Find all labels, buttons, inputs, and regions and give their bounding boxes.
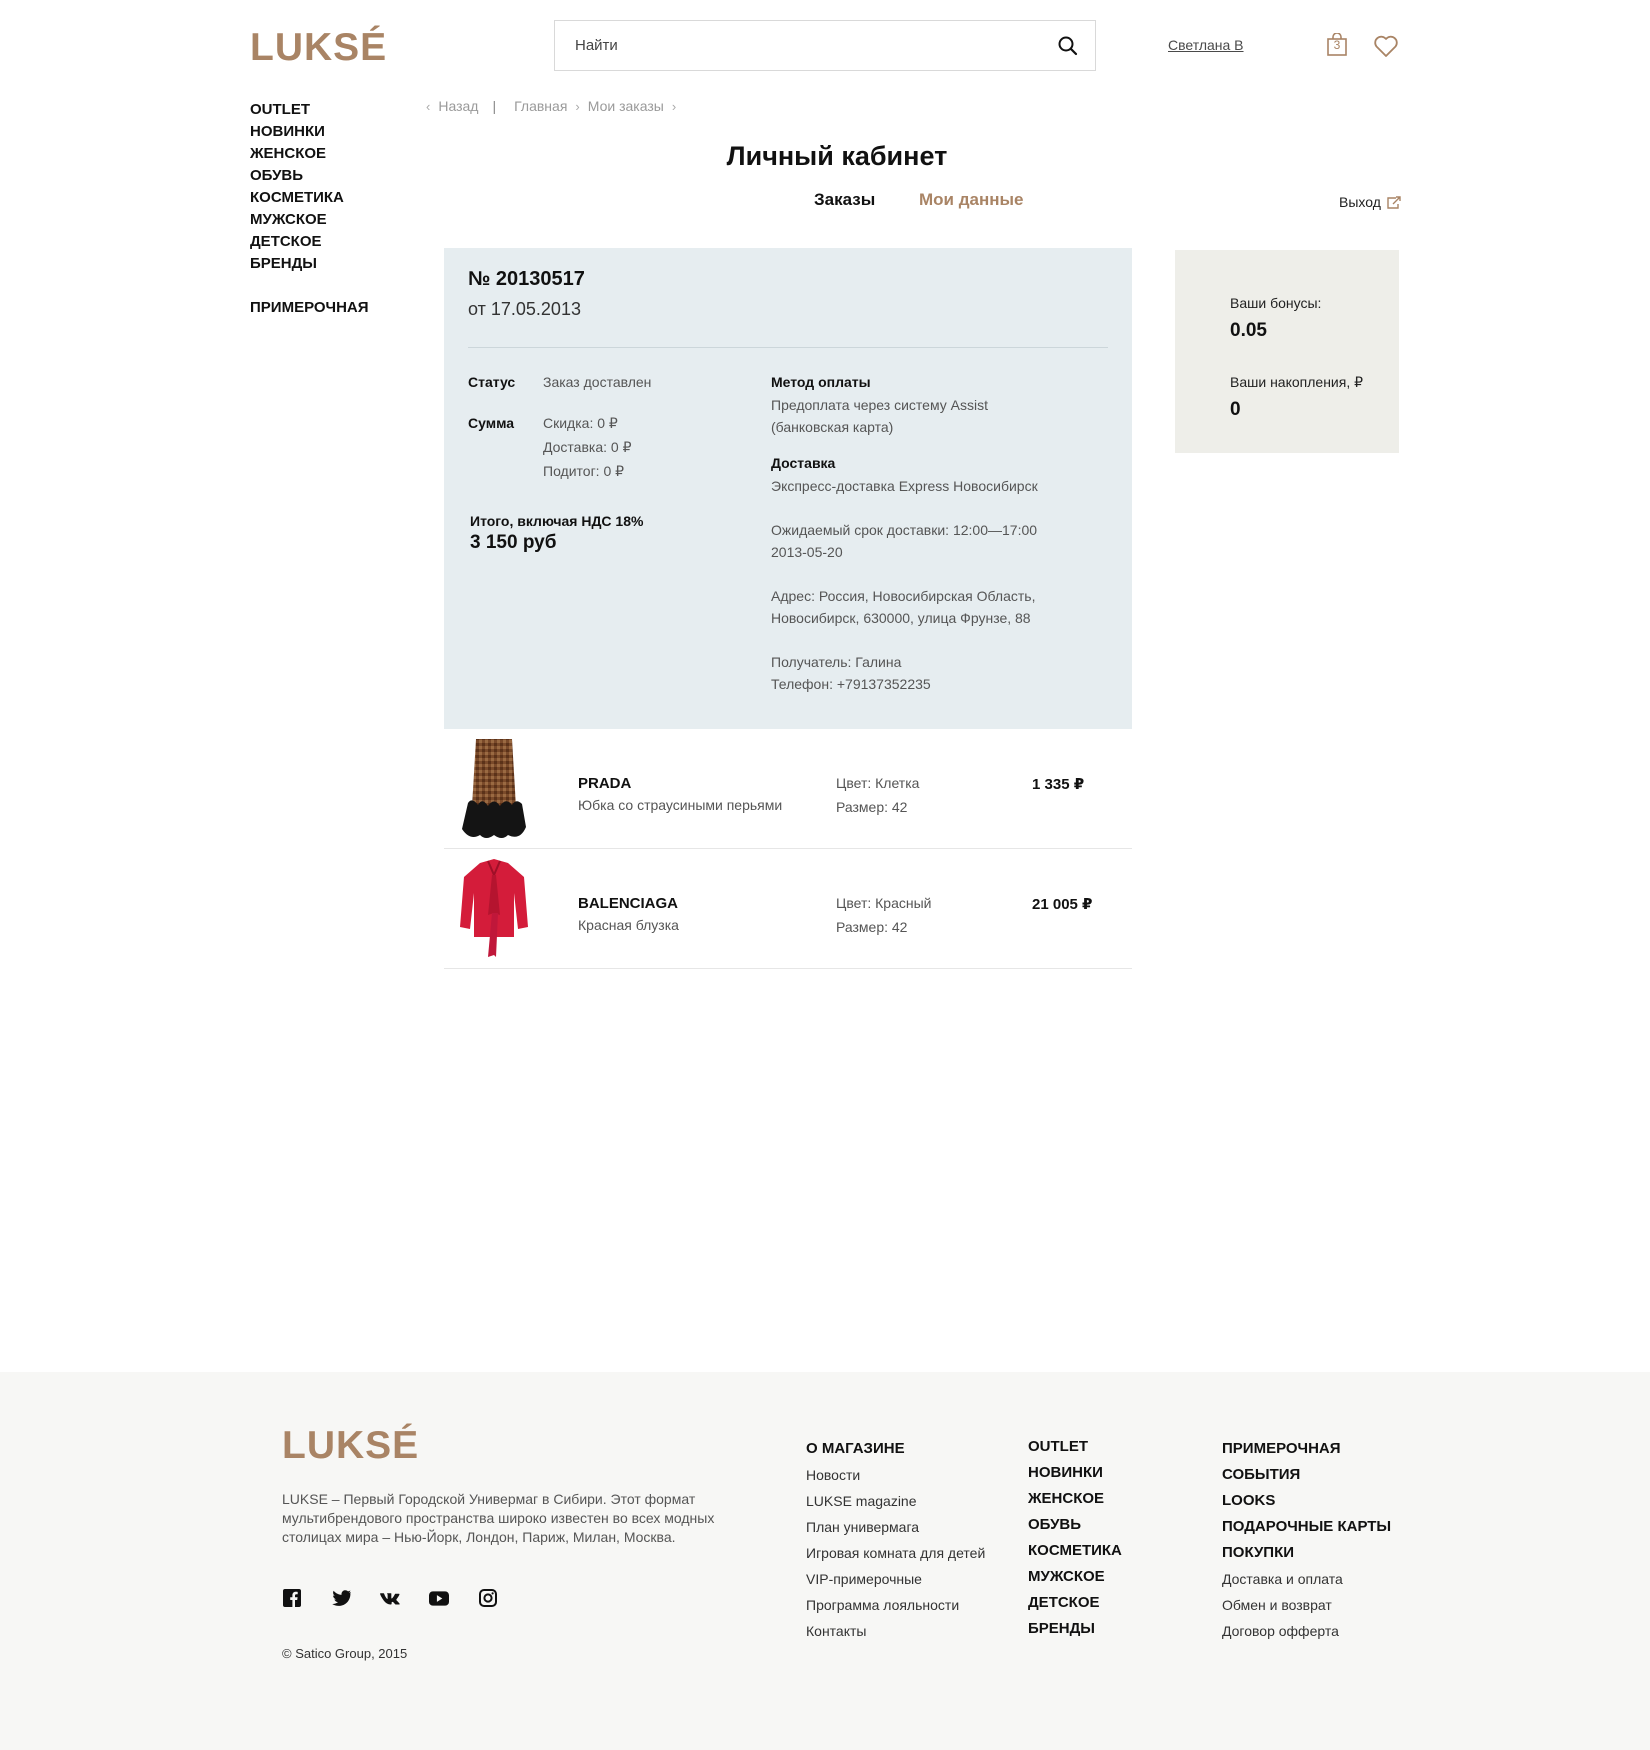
- footer-link-news[interactable]: Новости: [806, 1467, 861, 1483]
- order-date: [468, 299, 581, 320]
- item-size: Размер: 42: [836, 919, 908, 935]
- address-line1: Адрес: Россия, Новосибирская Область,: [771, 588, 1036, 604]
- footer-column-services: [1222, 1436, 1391, 1644]
- footer-cat-new[interactable]: НОВИНКИ: [1028, 1464, 1103, 1481]
- status-label: Статус: [468, 374, 516, 390]
- savings-value: 0: [1230, 399, 1241, 420]
- divider: [468, 347, 1108, 348]
- facebook-icon[interactable]: [282, 1588, 302, 1608]
- vk-icon[interactable]: [380, 1588, 400, 1608]
- discount-value: Скидка: 0 ₽: [543, 415, 618, 431]
- nav-item-kids[interactable]: ДЕТСКОЕ: [250, 233, 322, 250]
- cart-count-badge: 3: [1333, 38, 1341, 52]
- nav-item-men[interactable]: МУЖСКОЕ: [250, 211, 327, 228]
- bonus-value: 0.05: [1230, 320, 1267, 341]
- footer-link-offer[interactable]: Договор офферта: [1222, 1623, 1339, 1639]
- breadcrumb: [426, 98, 684, 114]
- footer-link-vip-fitting[interactable]: VIP-примерочные: [806, 1571, 922, 1587]
- address-line2: Новосибирск, 630000, улица Фрунзе, 88: [771, 610, 1031, 626]
- logo[interactable]: LUKSÉ: [250, 26, 388, 69]
- payment-method-line2: (банковская карта): [771, 419, 894, 435]
- footer-description: LUKSE – Первый Городской Универмаг в Сибири. Этот формат мультибрендового пространства широко известен во всех модных столицах мира – Нью-Йорк, Лондон, Париж, Милан, Москва.: [282, 1491, 715, 1545]
- chevron-right-icon: ›: [575, 98, 580, 114]
- search-input[interactable]: [555, 21, 1025, 70]
- footer-column-categories: [1028, 1434, 1122, 1642]
- footer-cat-men[interactable]: МУЖСКОЕ: [1028, 1568, 1105, 1585]
- status-value: Заказ доставлен: [543, 374, 652, 390]
- item-price: 21 005 ₽: [1032, 896, 1093, 913]
- footer-cat-shoes[interactable]: ОБУВЬ: [1028, 1516, 1082, 1533]
- item-price: 1 335 ₽: [1032, 776, 1085, 793]
- savings-label: Ваши накопления, ₽: [1230, 374, 1364, 390]
- total-label: Итого, включая НДС 18%: [470, 513, 644, 529]
- order-item-row[interactable]: [444, 849, 1132, 969]
- footer-link-contacts[interactable]: Контакты: [806, 1623, 867, 1639]
- breadcrumb-back[interactable]: Назад: [438, 98, 479, 114]
- nav-item-new[interactable]: НОВИНКИ: [250, 123, 325, 140]
- social-links: [282, 1588, 527, 1608]
- page-title-text: Личный кабинет: [726, 141, 948, 171]
- search-icon[interactable]: [1057, 35, 1079, 57]
- footer-events[interactable]: СОБЫТИЯ: [1222, 1466, 1301, 1483]
- chevron-right-icon: ›: [671, 98, 677, 114]
- item-brand[interactable]: PRADA: [578, 775, 632, 792]
- delivery-cost-value: Доставка: 0 ₽: [543, 439, 632, 455]
- item-name[interactable]: Юбка со страусиными перьями: [578, 797, 783, 813]
- subtotal-value: Подитог: 0 ₽: [543, 463, 625, 479]
- item-color: Цвет: Клетка: [836, 775, 920, 791]
- user-account-link[interactable]: Светлана В: [1168, 37, 1244, 53]
- payment-method-line1: Предоплата через систему Assist: [771, 397, 988, 413]
- favorites-heart-icon[interactable]: [1373, 34, 1399, 58]
- sum-label: Сумма: [468, 415, 515, 431]
- nav-item-shoes[interactable]: ОБУВЬ: [250, 167, 304, 184]
- footer-cat-women[interactable]: ЖЕНСКОЕ: [1028, 1490, 1105, 1507]
- nav-item-women[interactable]: ЖЕНСКОЕ: [250, 145, 327, 162]
- order-date-prefix: от: [468, 299, 486, 319]
- copyright: © Satico Group, 2015: [282, 1646, 408, 1661]
- payment-method-label: Метод оплаты: [771, 374, 871, 390]
- breadcrumb-divider: |: [492, 98, 497, 114]
- footer-link-loyalty[interactable]: Программа лояльности: [806, 1597, 960, 1613]
- nav-item-outlet[interactable]: OUTLET: [250, 101, 310, 118]
- order-items-list: [444, 729, 1132, 969]
- item-size: Размер: 42: [836, 799, 908, 815]
- total-value: 3 150 руб: [470, 532, 557, 553]
- order-date-value: 17.05.2013: [490, 299, 581, 319]
- left-category-nav: [250, 99, 369, 319]
- logout-icon: [1387, 196, 1401, 209]
- page-title: [0, 141, 1650, 172]
- recipient: Получатель: Галина: [771, 654, 902, 670]
- item-color: Цвет: Красный: [836, 895, 932, 911]
- search-box: [554, 20, 1096, 71]
- delivery-label: Доставка: [771, 455, 836, 471]
- nav-item-fitting-room[interactable]: ПРИМЕРОЧНАЯ: [250, 299, 369, 316]
- nav-item-brands[interactable]: БРЕНДЫ: [250, 255, 317, 272]
- bonus-label: Ваши бонусы:: [1230, 295, 1322, 311]
- order-details-panel: [444, 248, 1132, 729]
- expected-delivery-line1: Ожидаемый срок доставки: 12:00—17:00: [771, 522, 1038, 538]
- footer-about-heading[interactable]: О МАГАЗИНЕ: [806, 1440, 905, 1457]
- item-name[interactable]: Красная блузка: [578, 917, 679, 933]
- logout-label: Выход: [1339, 194, 1381, 210]
- expected-delivery-line2: 2013-05-20: [771, 544, 843, 560]
- footer-link-store-plan[interactable]: План универмага: [806, 1519, 920, 1535]
- footer-cat-outlet[interactable]: OUTLET: [1028, 1438, 1088, 1455]
- footer-cat-kids[interactable]: ДЕТСКОЕ: [1028, 1594, 1100, 1611]
- product-image-blouse[interactable]: [458, 857, 530, 961]
- twitter-icon[interactable]: [331, 1588, 351, 1608]
- nav-item-cosmetics[interactable]: КОСМЕТИКА: [250, 189, 344, 206]
- product-image-skirt[interactable]: [458, 737, 530, 841]
- footer-gift-cards[interactable]: ПОДАРОЧНЫЕ КАРТЫ: [1222, 1518, 1392, 1535]
- footer-looks[interactable]: LOOKS: [1222, 1492, 1276, 1509]
- footer-cat-brands[interactable]: БРЕНДЫ: [1028, 1620, 1095, 1637]
- logout-button[interactable]: [1339, 194, 1401, 210]
- chevron-left-icon: ‹: [426, 98, 431, 114]
- footer-cat-cosmetics[interactable]: КОСМЕТИКА: [1028, 1542, 1122, 1559]
- phone: Телефон: +79137352235: [771, 676, 931, 692]
- footer-link-magazine[interactable]: LUKSE magazine: [806, 1493, 917, 1509]
- footer: [0, 1372, 1650, 1750]
- item-brand[interactable]: BALENCIAGA: [578, 895, 678, 912]
- footer-link-delivery[interactable]: Доставка и оплата: [1222, 1571, 1343, 1587]
- tab-orders[interactable]: Заказы: [814, 190, 876, 209]
- footer-column-about: [806, 1436, 985, 1644]
- breadcrumb-current[interactable]: Мои заказы: [587, 98, 664, 114]
- tab-my-data[interactable]: Мои данные: [919, 190, 1024, 209]
- footer-fitting-room[interactable]: ПРИМЕРОЧНАЯ: [1222, 1440, 1341, 1457]
- breadcrumb-home[interactable]: Главная: [514, 98, 568, 114]
- instagram-icon[interactable]: [478, 1588, 498, 1608]
- order-item-row[interactable]: [444, 729, 1132, 849]
- footer-purchases[interactable]: ПОКУПКИ: [1222, 1544, 1295, 1561]
- footer-link-returns[interactable]: Обмен и возврат: [1222, 1597, 1332, 1613]
- delivery-value: Экспресс-доставка Express Новосибирск: [771, 478, 1038, 494]
- youtube-icon[interactable]: [429, 1588, 449, 1608]
- footer-logo[interactable]: LUKSÉ: [282, 1424, 420, 1467]
- order-number: № 20130517: [468, 268, 585, 290]
- bonus-panel: [1175, 250, 1399, 453]
- footer-link-kids-room[interactable]: Игровая комната для детей: [806, 1545, 986, 1561]
